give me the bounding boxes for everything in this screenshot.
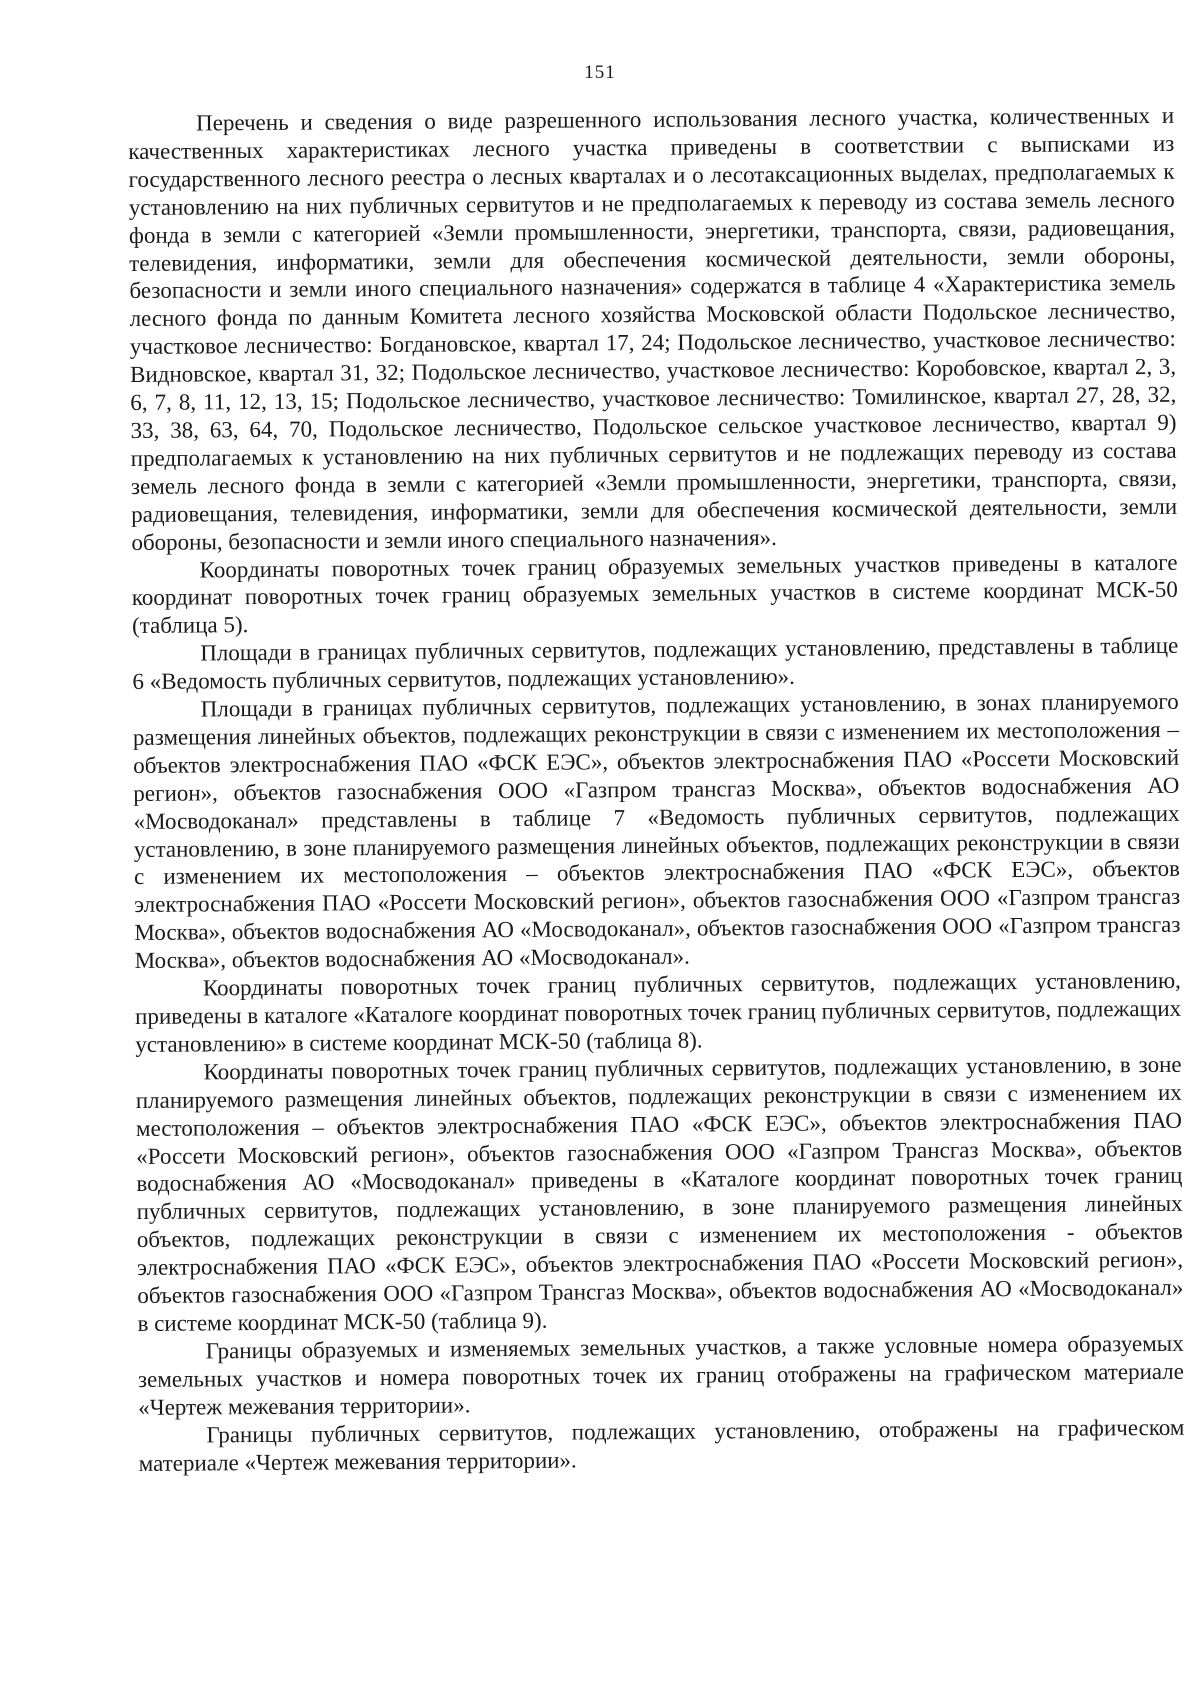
paragraph-servitude-areas-reconstruction: Площади в границах публичных сервитутов, подлежащих установлению, в зонах планируемого размещения линейных объектов, подлежащих реконструкции в связи с изменением их местоположения – объектов электроснабжения ПАО «ФСК ЕЭС», объектов электроснабжения ПАО «Россети Московский регион», объектов газоснабжения ООО «Газпром трансгаз Москва», объектов водоснабжения АО «Мосводоканал» представлены в таблице 7 «Ведомость публичных сервитутов, подлежащих установлению, в зоне планируемого размещения линейных объектов, подлежащих реконструкции в связи с изменением их местоположения – объектов электроснабжения ПАО «ФСК ЕЭС», объектов электроснабжения ПАО «Россети Московский регион», объектов газоснабжения ООО «Газпром трансгаз Москва», объектов водоснабжения АО «Мосводоканал», объектов газоснабжения ООО «Газпром трансгаз Москва», объектов водоснабжения АО «Мосводоканал». — [132, 688, 1181, 974]
paragraph-land-boundaries-drawing: Границы образуемых и изменяемых земельных участков, а также условные номера образуемых земельных участков и номера поворотных точек их границ отображены на графическом материале «Чертеж межевания территории». — [137, 1330, 1185, 1420]
paragraph-servitude-coordinates-reconstruction: Координаты поворотных точек границ публичных сервитутов, подлежащих установлению, в зоне планируемого размещения линейных объектов, подлежащих реконструкции в связи с изменением их местоположения – объектов электроснабжения ПАО «ФСК ЕЭС», объектов электроснабжения ПАО «Россети Московский регион», объектов газоснабжения ООО «Газпром Трансгаз Москва», объектов водоснабжения АО «Мосводоканал» приведены в «Каталоге координат поворотных точек границ публичных сервитутов, подлежащих установлению, в зоне планируемого размещения линейных объектов, подлежащих реконструкции в связи с изменением их местоположения - объектов электроснабжения ПАО «ФСК ЕЭС», объектов электроснабжения ПАО «Россети Московский регион», объектов газоснабжения ООО «Газпром Трансгаз Москва», объектов водоснабжения АО «Мосводоканал» в системе координат МСК-50 (таблица 9). — [135, 1051, 1184, 1336]
paragraph-servitude-boundaries-drawing: Границы публичных сервитутов, подлежащих установлению, отображены на графическом материале «Чертеж межевания территории». — [138, 1414, 1185, 1476]
paragraph-forest-plot-info: Перечень и сведения о виде разрешенного использования лесного участка, количественных и качественных характеристиках лесного участка приведены в соответствии с выписками из государственного лесного реестра о лесных кварталах и о лесотаксационных выделах, предполагаемых к установлению на них публичных сервитутов и не предполагаемых к переводу из состава земель лесного фонда в земли с категорией «Земли промышленности, энергетики, транспорта, связи, радиовещания, телевидения, информатики, земли для обеспечения космической деятельности, земли обороны, безопасности и земли иного специального назначения» содержатся в таблице 4 «Характеристика земель лесного фонда по данным Комитета лесного хозяйства Московской области Подольское лесничество, участковое лесничество: Богдановское, квартал 17, 24; Подольское лесничество, участковое лесничество: Видновское, квартал 31, 32; Подольское лесничество, участковое лесничество: Коробовское, квартал 2, 3, 6, 7, 8, 11, 12, 13, 15; Подольское лесничество, участковое лесничество: Томилинское, квартал 27, 28, 32, 33, 38, 63, 64, 70, Подольское лесничество, Подольское сельское участковое лесничество, квартал 9) предполагаемых к установлению на них публичных сервитутов и не подлежащих переводу из состава земель лесного фонда в земли с категорией «Земли промышленности, энергетики, транспорта, связи, радиовещания, телевидения, информатики, земли для обеспечения космической деятельности, земли обороны, безопасности и земли иного специального назначения». — [128, 102, 1178, 555]
paragraph-land-coordinates: Координаты поворотных точек границ образуемых земельных участков приведены в каталоге координат поворотных точек границ образуемых земельных участков в системе координат МСК-50 (таблица 5). — [131, 549, 1178, 639]
page-number: 151 — [584, 62, 616, 83]
document-body — [128, 102, 1185, 1478]
paragraph-servitude-coordinates: Координаты поворотных точек границ публичных сервитутов, подлежащих установлению, приведены в каталоге «Каталоге координат поворотных точек границ публичных сервитутов, подлежащих установлению» в системе координат МСК-50 (таблица 8). — [135, 967, 1182, 1057]
paragraph-servitude-areas: Площади в границах публичных сервитутов, подлежащих установлению, представлены в таблице 6 «Ведомость публичных сервитутов, подлежащих установлению». — [132, 632, 1179, 695]
